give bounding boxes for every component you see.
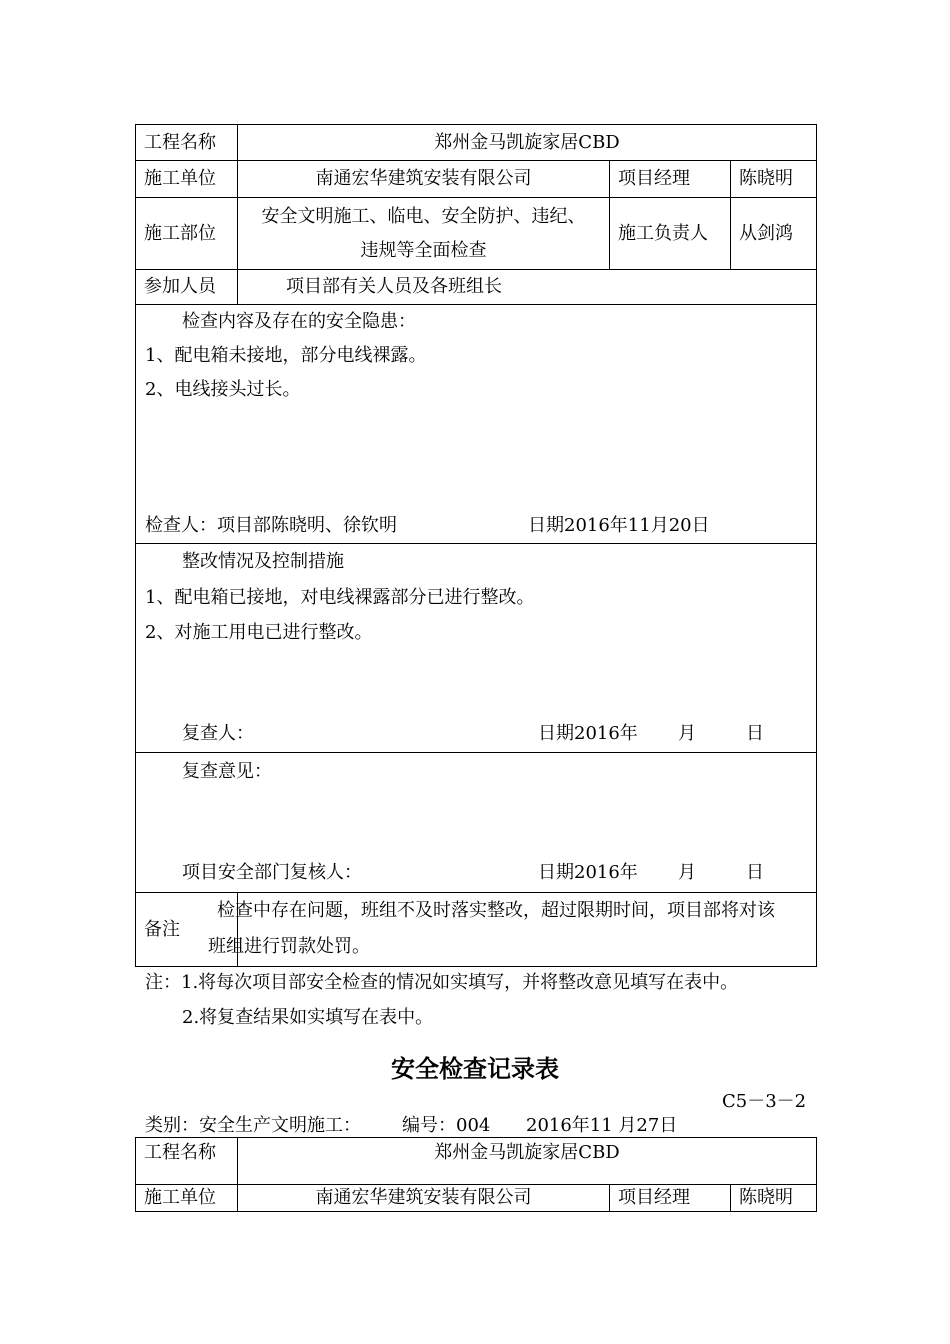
rectify-cell [136,544,817,753]
recheck-date-month: 月 [678,723,696,744]
leader-label: 施工负责人 [610,198,731,270]
inspection-item-1: 1、配电箱未接地，部分电线裸露。 [145,345,427,366]
recheck-person: 复查人： [182,723,254,744]
pm-label: 项目经理 [610,161,731,198]
inspection-item-2: 2、电线接头过长。 [145,379,301,400]
project-name-value: 郑州金马凯旋家居CBD [238,125,817,161]
part-label: 施工部位 [136,198,238,270]
form2-pm-value: 陈晓明 [731,1185,817,1212]
remarks-line-1: 检查中存在问题，班组不及时落实整改，超过限期时间，项目部将对该 [217,900,775,921]
contractor-label: 施工单位 [136,161,238,198]
part-line-1: 安全文明施工、临电、安全防护、违纪、 [261,205,586,227]
form2-pm-label: 项目经理 [610,1185,731,1212]
recheck-date-year: 日期2016年 [538,723,638,744]
dept-reviewer: 项目安全部门复核人： [182,862,362,883]
note-2: 2.将复查结果如实填写在表中。 [182,1007,434,1028]
contractor-value: 南通宏华建筑安装有限公司 [238,161,610,198]
rectify-item-2: 2、对施工用电已进行整改。 [145,622,373,643]
form2-number: 编号：004 [402,1115,491,1136]
recheck-opinion: 复查意见： [182,761,272,782]
form2-contractor-value: 南通宏华建筑安装有限公司 [238,1185,610,1212]
recheck-date-day: 日 [746,723,764,744]
form2-title: 安全检查记录表 [391,1055,559,1083]
part-line-2: 违规等全面检查 [360,239,487,261]
dept-date-year: 日期2016年 [538,862,638,883]
form2-project-name-label: 工程名称 [136,1138,238,1185]
rectify-item-1: 1、配电箱已接地，对电线裸露部分已进行整改。 [145,587,535,608]
pm-value: 陈晓明 [731,161,817,198]
form2-project-name-value: 郑州金马凯旋家居CBD [238,1138,817,1185]
project-name-label: 工程名称 [136,125,238,161]
dept-date-day: 日 [746,862,764,883]
rectify-heading: 整改情况及控制措施 [182,551,344,572]
form2-contractor-label: 施工单位 [136,1185,238,1212]
form2-table [135,1137,817,1212]
form2-category: 类别：安全生产文明施工： [145,1115,361,1136]
form2-date: 2016年11 月27日 [526,1115,678,1136]
inspector: 检查人：项目部陈晓明、徐钦明 [145,515,397,536]
participants-value: 项目部有关人员及各班组长 [238,270,817,305]
inspection-cell [136,305,817,544]
inspection-date: 日期2016年11月20日 [528,515,710,536]
inspection-heading: 检查内容及存在的安全隐患： [182,311,416,332]
remarks-label: 备注 [136,893,238,967]
dept-date-month: 月 [678,862,696,883]
remarks-line-2: 班组进行罚款处罚。 [208,936,370,957]
participants-label: 参加人员 [136,270,238,305]
inspection-form-table [135,124,817,967]
note-1: 注：1.将每次项目部安全检查的情况如实填写，并将整改意见填写在表中。 [145,972,739,993]
leader-value: 从剑鸿 [731,198,817,270]
form2-code: C5－3－2 [722,1091,807,1112]
part-value [238,198,610,270]
